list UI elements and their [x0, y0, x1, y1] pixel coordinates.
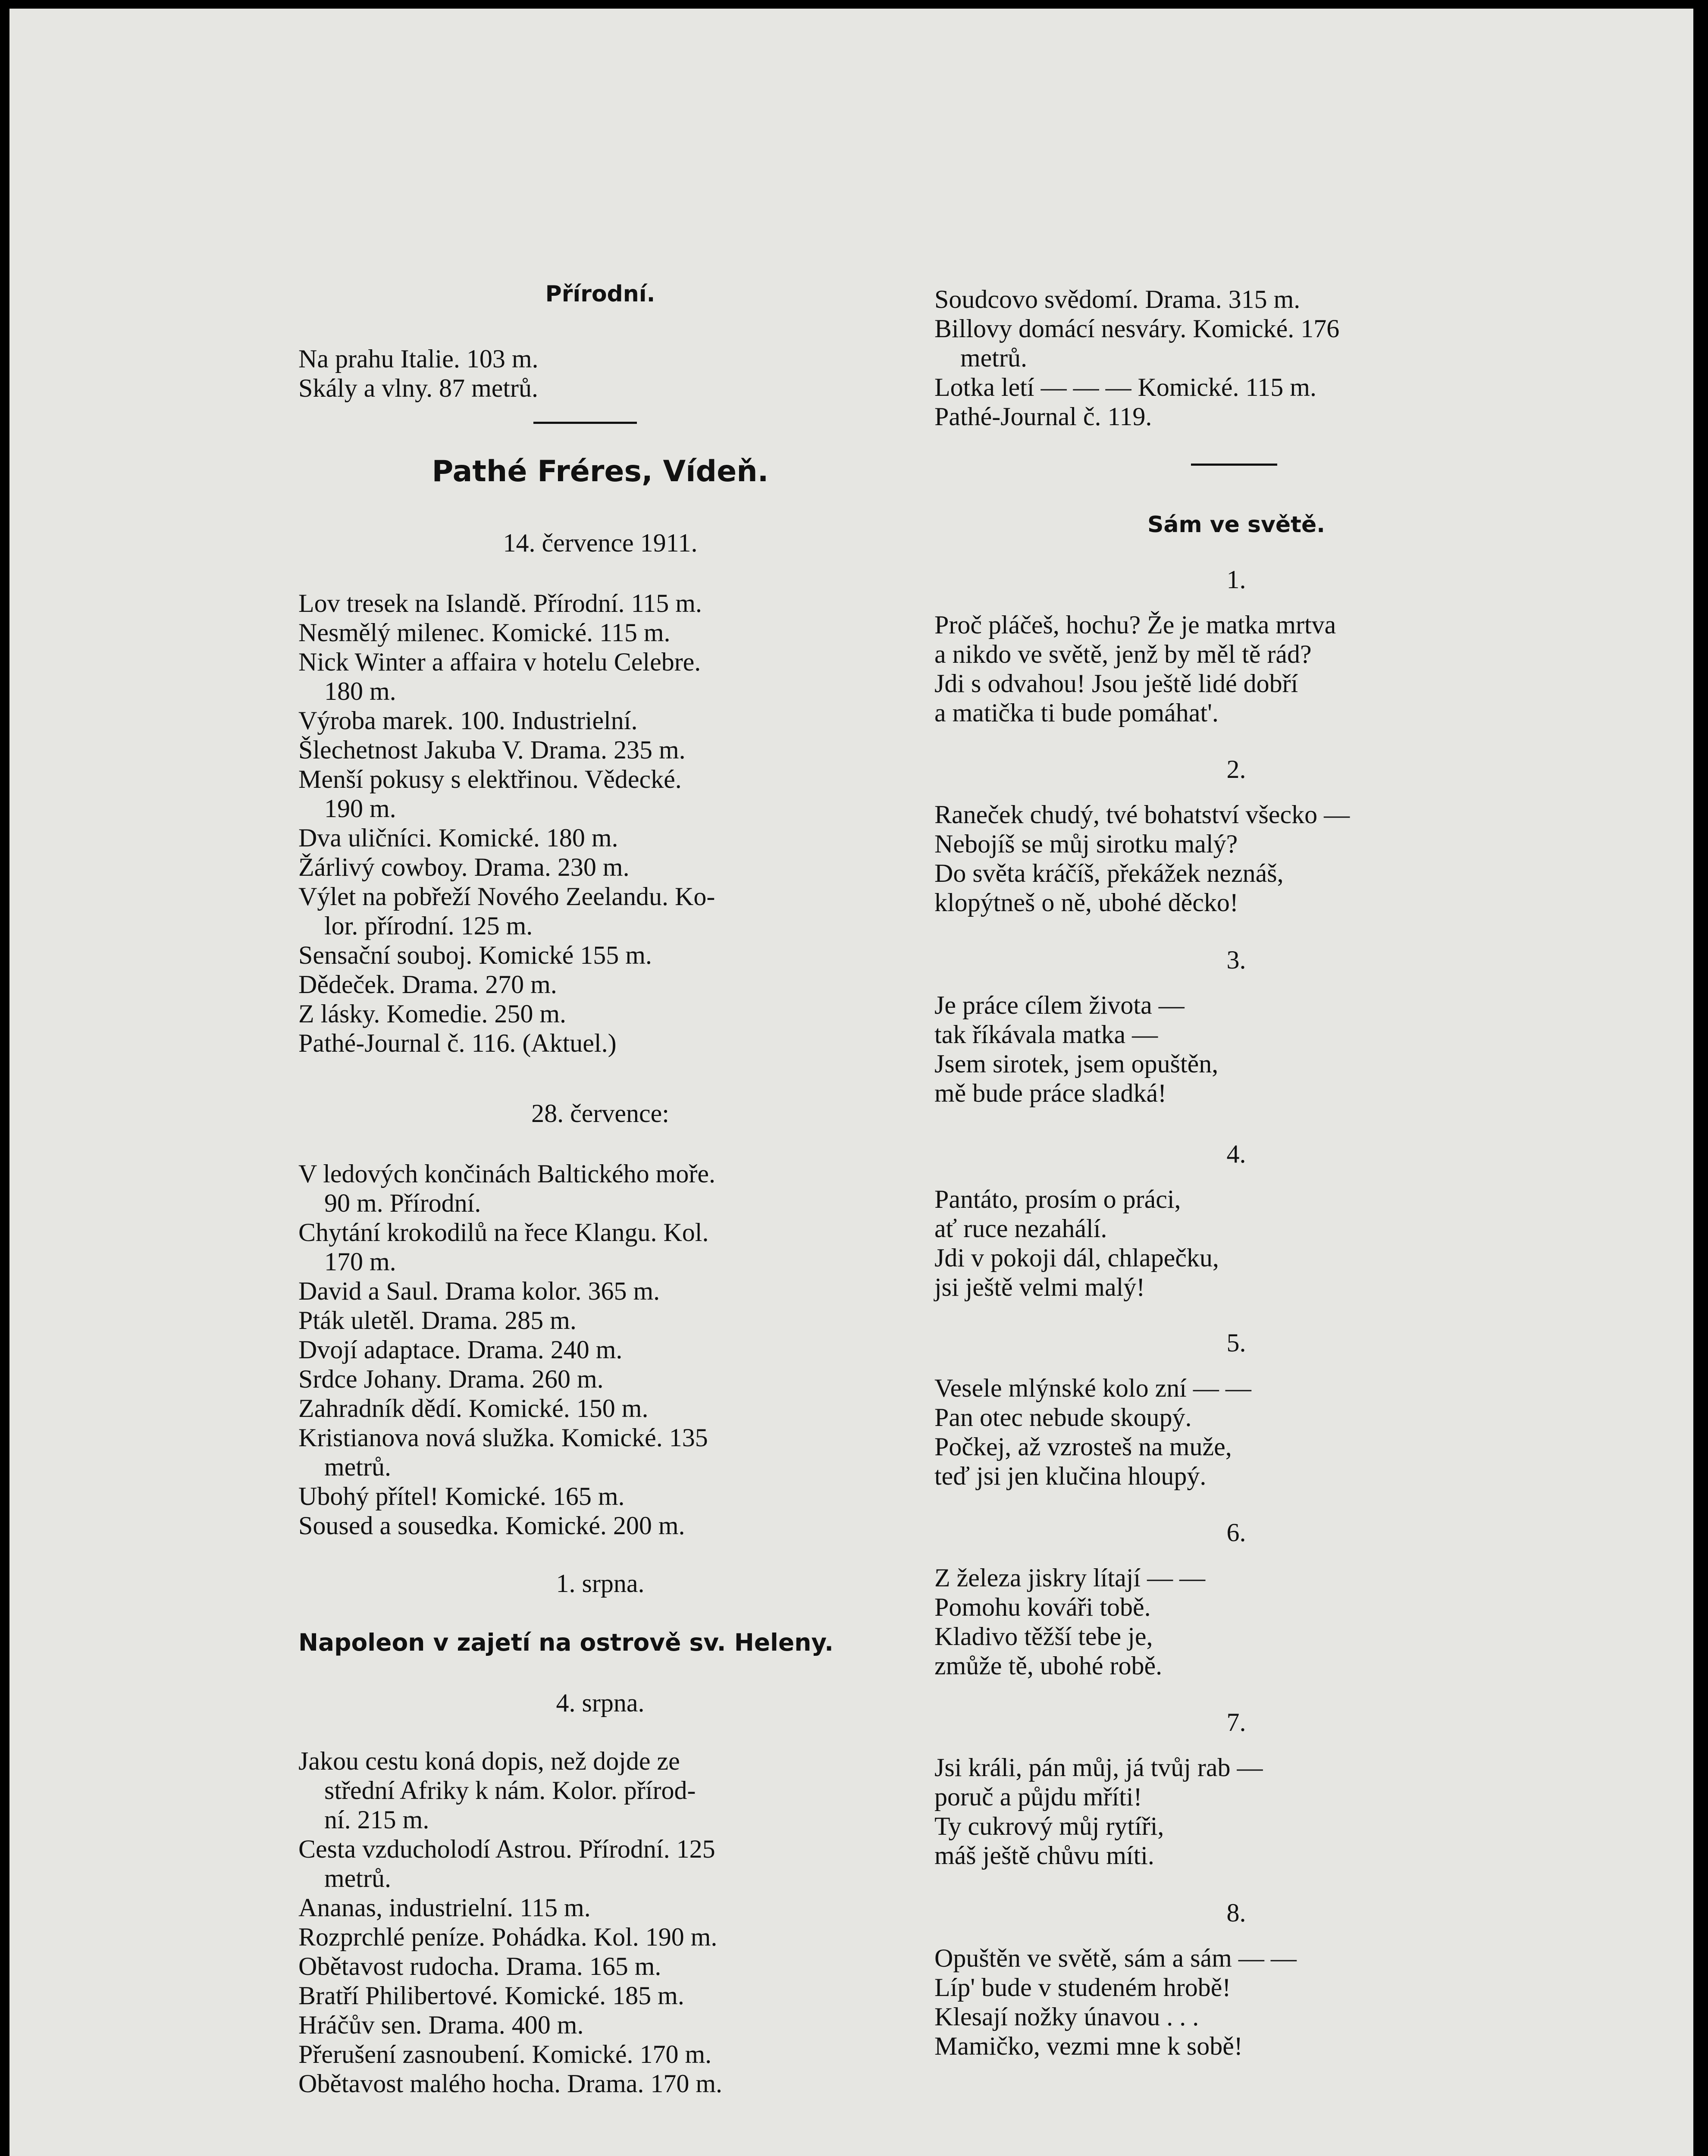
list-line: Obětavost malého hocha. Drama. 170 m.	[298, 2069, 723, 2098]
poem-line: Opuštěn ve světě, sám a sám — —	[934, 1944, 1297, 1972]
list-line: Pták uletěl. Drama. 285 m.	[298, 1306, 577, 1335]
list-line: 90 m. Přírodní.	[324, 1189, 481, 1217]
poem-line: klopýtneš o ně, ubohé děcko!	[934, 888, 1238, 917]
poem-line: Nebojíš se můj sirotku malý?	[934, 830, 1238, 858]
stanza	[934, 610, 1336, 727]
poem-line: jsi ještě velmi malý!	[934, 1273, 1145, 1301]
stanza-number: 5.	[1226, 1329, 1246, 1357]
list-line: Výlet na pobřeží Nového Zeelandu. Ko-	[298, 882, 715, 911]
list-line: Pathé-Journal č. 116. (Aktuel.)	[298, 1029, 617, 1057]
date-heading-4: 4. srpna.	[556, 1689, 645, 1717]
stanza	[934, 990, 1218, 1108]
poem-line: Ty cukrový můj rytíři,	[934, 1812, 1164, 1840]
list-line: 190 m.	[324, 794, 396, 823]
poem-line: poruč a půjdu mříti!	[934, 1783, 1142, 1811]
list-line: Skály a vlny. 87 metrů.	[298, 374, 539, 402]
poem-line: Proč pláčeš, hochu? Že je matka mrtva	[934, 611, 1336, 639]
list-line: lor. přírodní. 125 m.	[324, 912, 533, 940]
poem-line: Z železa jiskry lítají — —	[934, 1564, 1206, 1592]
poem-title: Sám ve světě.	[1147, 512, 1326, 538]
list-line: Jakou cestu koná dopis, než dojde ze	[298, 1747, 680, 1775]
date-heading-3: 1. srpna.	[556, 1569, 645, 1598]
divider	[1191, 464, 1277, 466]
stanza-number: 1.	[1226, 565, 1246, 594]
poem-line: Počkej, až vzrosteš na muže,	[934, 1432, 1232, 1461]
stanza	[934, 800, 1350, 917]
poem-line: Jdi s odvahou! Jsou ještě lidé dobří	[934, 669, 1298, 698]
list-line: David a Saul. Drama kolor. 365 m.	[298, 1277, 660, 1305]
list-line: Srdce Johany. Drama. 260 m.	[298, 1365, 604, 1393]
list-line: Soudcovo svědomí. Drama. 315 m.	[934, 285, 1301, 313]
poem-line: Do světa kráčíš, překážek neznáš,	[934, 859, 1284, 887]
list-line: Cesta vzducholodí Astrou. Přírodní. 125	[298, 1835, 715, 1863]
list-line: Dědeček. Drama. 270 m.	[298, 970, 557, 999]
stanza-number: 6.	[1226, 1518, 1246, 1547]
list-line: Pathé-Journal č. 119.	[934, 402, 1152, 431]
stanza	[934, 1753, 1263, 1870]
list-line: metrů.	[324, 1864, 391, 1893]
list-line: Dva uličníci. Komické. 180 m.	[298, 824, 618, 852]
film-list-3	[298, 1746, 722, 2098]
date-heading-1: 14. července 1911.	[503, 529, 698, 557]
poem-line: Jdi v pokoji dál, chlapečku,	[934, 1244, 1219, 1272]
poem-line: Líp' bude v studeném hrobě!	[934, 1973, 1231, 2002]
stanza-number: 4.	[1226, 1140, 1246, 1168]
list-line: střední Afriky k nám. Kolor. přírod-	[324, 1776, 696, 1805]
poem-line: tak říkávala matka —	[934, 1020, 1158, 1049]
napoleon-heading: Napoleon v zajetí na ostrově sv. Heleny.	[298, 1629, 834, 1656]
divider	[533, 422, 637, 424]
poem-line: Klesají nožky únavou . . .	[934, 2002, 1199, 2031]
poem-line: zmůže tě, ubohé robě.	[934, 1651, 1163, 1680]
list-line: Šlechetnost Jakuba V. Drama. 235 m.	[298, 736, 686, 764]
stanza	[934, 1563, 1205, 1680]
list-line: Chytání krokodilů na řece Klangu. Kol.	[298, 1218, 709, 1247]
poem-line: Mamičko, vezmi mne k sobě!	[934, 2032, 1243, 2060]
list-line: Výroba marek. 100. Industrielní.	[298, 706, 638, 735]
list-line: Obětavost rudocha. Drama. 165 m.	[298, 1952, 661, 1981]
list-line: Na prahu Italie. 103 m.	[298, 345, 539, 373]
list-line: ní. 215 m.	[324, 1805, 429, 1834]
stanza	[934, 1373, 1251, 1491]
list-line: Zahradník dědí. Komické. 150 m.	[298, 1394, 649, 1423]
poem-line: a nikdo ve světě, jenž by měl tě rád?	[934, 640, 1312, 668]
list-line: Nick Winter a affaira v hotelu Celebre.	[298, 648, 701, 676]
poem-line: mě bude práce sladká!	[934, 1079, 1167, 1107]
stanza	[934, 1185, 1219, 1302]
list-line: Bratří Philibertové. Komické. 185 m.	[298, 1981, 684, 2010]
poem-line: Jsem sirotek, jsem opuštěn,	[934, 1050, 1219, 1078]
list-line: 180 m.	[324, 677, 396, 705]
list-line: Přerušení zasnoubení. Komické. 170 m.	[298, 2040, 712, 2068]
poem-line: Je práce cílem života —	[934, 991, 1185, 1019]
poem-line: Pan otec nebude skoupý.	[934, 1403, 1192, 1432]
list-line: 170 m.	[324, 1247, 396, 1276]
list-line: Dvojí adaptace. Drama. 240 m.	[298, 1335, 623, 1364]
list-line: Sensační souboj. Komické 155 m.	[298, 941, 652, 969]
list-line: metrů.	[324, 1453, 391, 1481]
list-line: Nesmělý milenec. Komické. 115 m.	[298, 618, 671, 647]
list-line: Soused a sousedka. Komické. 200 m.	[298, 1511, 685, 1540]
stanza-number: 3.	[1226, 946, 1246, 974]
list-line: metrů.	[960, 344, 1027, 372]
poem-line: teď jsi jen klučina hloupý.	[934, 1462, 1207, 1490]
stanza-number: 8.	[1226, 1899, 1246, 1927]
list-line: Rozprchlé peníze. Pohádka. Kol. 190 m.	[298, 1923, 718, 1951]
list-line: Ubohý přítel! Komické. 165 m.	[298, 1482, 625, 1510]
list-line: Kristianova nová služka. Komické. 135	[298, 1423, 708, 1452]
poem-line: Jsi králi, pán můj, já tvůj rab —	[934, 1753, 1263, 1782]
list-line: Hráčův sen. Drama. 400 m.	[298, 2011, 584, 2039]
list-line: Žárlivý cowboy. Drama. 230 m.	[298, 853, 630, 881]
poem-line: a matička ti bude pomáhat'.	[934, 699, 1219, 727]
poem-line: Kladivo těžší tebe je,	[934, 1622, 1153, 1651]
list-line: Lov tresek na Islandě. Přírodní. 115 m.	[298, 589, 702, 617]
list-line: Ananas, industrielní. 115 m.	[298, 1893, 591, 1922]
film-list-1	[298, 589, 715, 1058]
poem-line: Pomohu kováři tobě.	[934, 1593, 1151, 1621]
book-page	[9, 9, 1693, 2156]
company-title: Pathé Fréres, Vídeň.	[432, 454, 769, 489]
stanza-number: 7.	[1226, 1708, 1246, 1736]
poem-line: Raneček chudý, tvé bohatství všecko —	[934, 800, 1350, 829]
poem-line: ať ruce nezahálí.	[934, 1214, 1107, 1243]
film-list-top-right	[934, 285, 1339, 431]
list-line: Lotka letí — — — Komické. 115 m.	[934, 373, 1316, 401]
list-line: Z lásky. Komedie. 250 m.	[298, 1000, 567, 1028]
stanza-number: 2.	[1226, 755, 1246, 783]
stanza	[934, 1943, 1297, 2061]
prirodni-list	[298, 344, 539, 403]
date-heading-2: 28. července:	[531, 1099, 669, 1128]
film-list-2	[298, 1159, 715, 1540]
list-line: Billovy domácí nesváry. Komické. 176	[934, 314, 1340, 343]
list-line: V ledových končinách Baltického moře.	[298, 1159, 715, 1188]
poem-line: Pantáto, prosím o práci,	[934, 1185, 1181, 1213]
list-line: Menší pokusy s elektřinou. Vědecké.	[298, 765, 682, 793]
poem-line: máš ještě chůvu míti.	[934, 1841, 1154, 1870]
poem-line: Vesele mlýnské kolo zní — —	[934, 1374, 1251, 1402]
section-heading-prirodni: Přírodní.	[545, 281, 655, 307]
